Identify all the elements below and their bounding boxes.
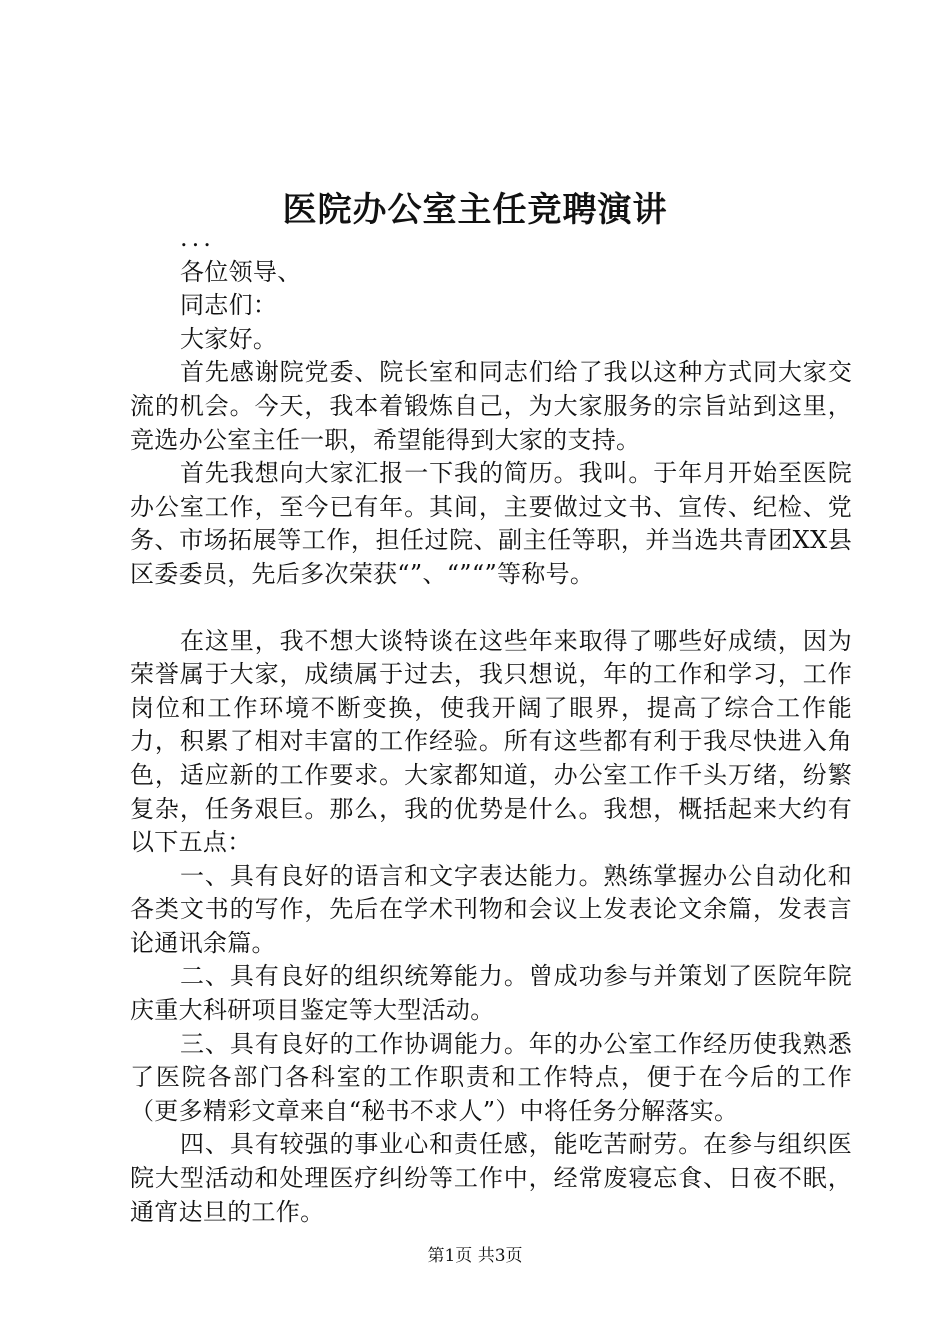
paragraph-point-four: 四、具有较强的事业心和责任感，能吃苦耐劳。在参与组织医院大型活动和处理医疗纠纷等工作中，经常废寝忘食、日夜不眠，通宵达旦的工作。 <box>130 1130 852 1226</box>
paragraph-thanks: 首先感谢院党委、院长室和同志们给了我以这种方式同大家交流的机会。今天，我本着锻炼自己，为大家服务的宗旨站到这里，竞选办公室主任一职，希望能得到大家的支持。 <box>130 358 852 454</box>
salutation-leaders: 各位领导、 <box>180 257 302 286</box>
page-number: 第1页 共3页 <box>427 1246 523 1266</box>
ellipsis-marker: ... <box>180 224 215 252</box>
paragraph-spacer <box>130 592 852 625</box>
document-title: 医院办公室主任竞聘演讲 <box>282 190 668 230</box>
document-body <box>130 222 852 1229</box>
salutation-comrades: 同志们： <box>180 291 278 320</box>
paragraph-point-three: 三、具有良好的工作协调能力。年的办公室工作经历使我熟悉了医院各部门各科室的工作职责和工作特点，便于在今后的工作（更多精彩文章来自“秘书不求人”）中将任务分解落实。 <box>130 1029 852 1125</box>
paragraph-point-one: 一、具有良好的语言和文字表达能力。熟练掌握办公自动化和各类文书的写作，先后在学术刊物和会议上发表论文余篇，发表言论通讯余篇。 <box>130 861 852 957</box>
paragraph-point-two: 二、具有良好的组织统筹能力。曾成功参与并策划了医院年院庆重大科研项目鉴定等大型活动。 <box>130 962 852 1025</box>
paragraph-strengths-intro: 在这里，我不想大谈特谈在这些年来取得了哪些好成绩，因为荣誉属于大家，成绩属于过去，我只想说，年的工作和学习，工作岗位和工作环境不断变换，使我开阔了眼界，提高了综合工作能力，积累了相对丰富的工作经验。所有这些都有利于我尽快进入角色，适应新的工作要求。大家都知道，办公室工作千头万绪，纷繁复杂，任务艰巨。那么，我的优势是什么。我想，概括起来大约有以下五点： <box>130 626 852 857</box>
paragraph-resume: 首先我想向大家汇报一下我的简历。我叫。于年月开始至医院办公室工作，至今已有年。其间，主要做过文书、宣传、纪检、党务、市场拓展等工作，担任过院、副主任等职，并当选共青团XX县区委委员，先后多次荣获“”、“”“”等称号。 <box>130 459 852 588</box>
salutation-greeting: 大家好。 <box>180 324 278 353</box>
